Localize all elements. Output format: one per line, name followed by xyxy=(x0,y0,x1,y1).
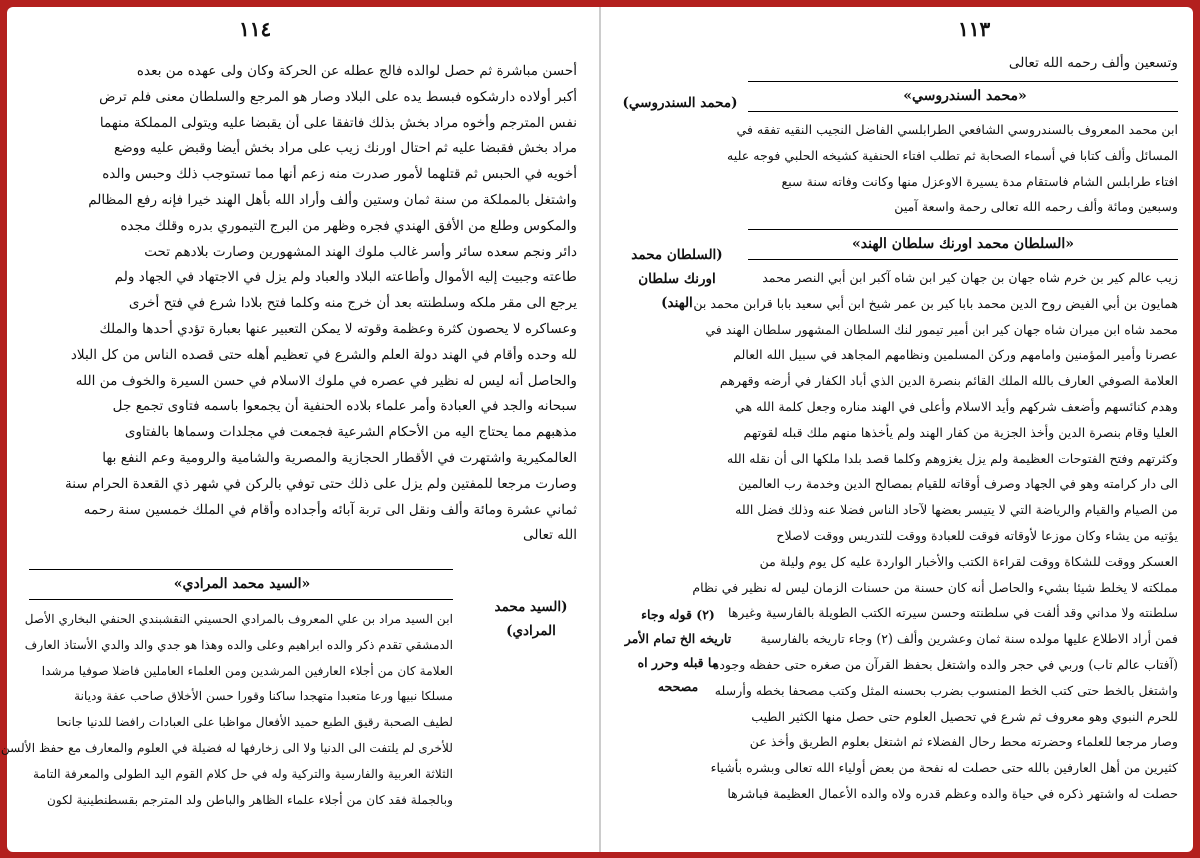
text-line: دائر ونجم سعده سائر وأسر غالب ملوك الهند المشهورين وصارت بلادهم تحت xyxy=(144,243,577,260)
text-line: أكبر أولاده دارشكوه فبسط يده على البلاد وصار هو المرجع والسلطان معنى فلم ترض xyxy=(99,88,577,105)
left-page-bottom-text xyxy=(0,607,453,813)
left-page xyxy=(0,7,600,852)
page-number: ١١٣ xyxy=(958,17,991,41)
text-line: طاعته وجبيت إليه الأموال وأطاعته البلاد والعباد ولم يزل في الاجتهاد في الجهاد ولم xyxy=(114,269,577,286)
text-line: والحاصل أنه ليس له نظير في عصره في ملوك الاسلام في حسن السيرة والخوف من الله xyxy=(75,372,577,389)
text-line: همايون بن أبي الفيض روح الدين محمد بابا كير بن عمر شيخ ابن أبي سعيد بابا قرابن محمد بن xyxy=(693,295,1178,311)
text-line: والمكوس وطلع من الأفق الهندي فجره وظهر من البرج التيموري بدره وقلك مجده xyxy=(120,217,577,234)
section-heading-muradi: «السيد محمد المرادي» xyxy=(173,576,311,592)
text-line: عصرنا وأمير المؤمنين وامامهم وركن المسلمين ونظامهم المجاهد في سبيل الله العالم xyxy=(733,347,1178,363)
text-line: وسبعين ومائة وألف رحمه الله تعالى رحمة واسعة آمين xyxy=(894,199,1178,215)
text-line: سلطنته ولا مداني وقد ألفت في سلطنته وحسن سيرته الكتب الطويلة بالفارسية وغيرها xyxy=(727,605,1178,621)
text-line: ابن السيد مراد بن علي المعروف بالمرادي الحسيني النقشبندي الحنفي البخاري الأصل xyxy=(24,612,453,626)
text-line: يؤتيه من يشاء وكان موزعا لأوقاته فوقت للعبادة ووقت للتدريس ووقت لاصلاح xyxy=(776,527,1178,543)
text-line: العلامة كان من أجلاء العارفين المرشدين ومن العلماء العاملين فاضلا صوفيا مرشدا xyxy=(41,663,453,678)
margin-note-muradi: (السيد محمد المرادي) xyxy=(494,599,568,639)
text-line: المسائل وألف كتابا في أسماء الصحابة ثم تطلب افتاء الحنفية كشيخه الحلبي فوجه عليه xyxy=(727,147,1178,163)
section-rule xyxy=(748,111,1178,112)
text-line: العسكر ووقت للشكاة ووقت لقراءة الكتب والأخبار الواردة عليه كل يوم وليلة من xyxy=(759,553,1178,569)
text-line: (آفتاب عالم تاب) وربي في حجر والده واشتغل بحفظ القرآن من صغره حتى حفظه وجوده xyxy=(712,656,1178,672)
section-heading-sandarusi: «محمد السندروسي» xyxy=(903,88,1027,104)
text-line: فمن أراد الاطلاع عليها مولده سنة ثمان وعشرين وألف (٢) وجاء تاريخه بالفارسية xyxy=(760,631,1178,647)
text-line: افتاء طرابلس الشام فاستقام مدة يسيرة الاوعزل منها وكانت وفاته سنة سبع xyxy=(781,173,1178,189)
section-rule xyxy=(748,229,1178,230)
text-line: واشتغل بالخط حتى كتب الخط المنسوب بضرب بحسنه المثل وكتب مصحفا بخطه وأرسله xyxy=(714,682,1178,698)
text-line: نفس المترجم وأخوه مراد بخش بذلك فاتفقا على أن يقبضا عليه ويتولى المملكة منهما xyxy=(99,114,577,131)
text-line: الثلاثة العربية والفارسية والتركية وله في حل كلام القوم اليد الطولى والمعرفة التامة xyxy=(33,766,453,781)
text-line: سبحانه والجد في العبادة وأمر علماء بلاده الحنفية أن يجمعوا باسمه فتاوى تجمع جل xyxy=(112,398,577,415)
text-line: الى دار كرامته وهو في الجهاد وصرف أوقاته للقيام بمصالح الدين وخدمة رب العالمين xyxy=(738,476,1178,492)
text-line: حصلت له واشتهر ذكره في حياة والده وعظم قدره ولاه والده الأعمال العظيمة فباشرها xyxy=(727,785,1178,801)
text-line: العالمكيرية واشتهرت في الأقطار الحجازية والمصرية والشامية والرومية وعم النفع بها xyxy=(102,449,577,466)
margin-footnote: (٢) قوله وجاء تاريخه الخ تمام الأمر ما قبله وحرر اه مصححه xyxy=(624,607,732,694)
text-line: كثيرين من أهل العارفين بالله حتى حصلت له نفحة من بعض أولياء الله تعالى وبشره بأشياء xyxy=(710,760,1178,776)
text-line: واشتغل بالمملكة من سنة ثمان وستين وألف وأراد الله بأهل الهند خيرا فإنه رفع المظالم xyxy=(88,191,577,208)
text-line: مملكته لا يخلط شيئا بشيء والحاصل أنه كان حسنة من حسنات الزمان ليس له نظير في نظام xyxy=(692,579,1178,595)
text-line: وتسعين وألف رحمه الله تعالى xyxy=(1008,55,1178,71)
left-page-top-text xyxy=(29,59,577,549)
text-line: من الصيام والقيام والرياضة التي لا يتيسر بعضها لآحاد الناس فضلا عنه وذلك فضل الله xyxy=(735,502,1178,518)
text-line: الله تعالى xyxy=(523,527,577,544)
right-page-section2-text xyxy=(692,265,1178,807)
book-spread xyxy=(0,7,1193,852)
margin-note-aurangzeb: (السلطان محمد اورنك سلطان الهند) xyxy=(631,247,723,311)
text-line: العلامة الصوفي العارف بالله الملك القائم بنصرة الدين الذي أباد الكفار في أرضه وقهرهم xyxy=(719,373,1178,389)
text-line: مذهبهم مما يحتاج اليه من الأحكام الشرعية فجمعت في مجلدات وسماها بالفتاوى xyxy=(124,424,577,441)
page-number: ١١٤ xyxy=(239,17,272,41)
right-page-first-line xyxy=(748,51,1178,77)
text-line: لطيف الصحبة رقيق الطبع حميد الأفعال مواظبا على العبادات رافضا للدنيا جانحا xyxy=(56,715,453,730)
text-line: مسلكا نبيها ورعا متعبدا متهجدا ساكنا وقورا حسن الأخلاق صاحب عفة وديانة xyxy=(74,689,453,704)
text-line: وعساكره لا يحصون كثرة وعظمة وقوته لا يمكن التعبير عنها بعبارة تؤدي أحدها والملك xyxy=(99,320,577,337)
text-line: وهدم كنائسهم وأضعف شركهم وأيد الاسلام وأعلى في الهند مناره وجعل كلمة الله هي xyxy=(734,398,1178,414)
text-line: الدمشقي تقدم ذكر والده ابراهيم وعلى والده وهذا هو جدي والد والدي الأستاذ العارف xyxy=(24,637,453,652)
right-page-section1-text xyxy=(727,117,1178,220)
text-line: يرجع الى مقر ملكه وسلطنته بعد أن خرج منه وكلما فتح بلادا شرع في فتح أخرى xyxy=(128,295,577,312)
section-rule xyxy=(29,569,453,570)
text-line: لله وحده وأقام في الهند دولة العلم والشرع في تعظيم أهله حتى قصده الناس من كل البلاد xyxy=(70,346,577,363)
section-rule xyxy=(748,81,1178,82)
text-line: ثماني عشرة ومائة وألف ونقل الى تربة آبائه وأجداده وأقام في الملك خمسين سنة رحمه xyxy=(83,501,577,518)
margin-note-sandarusi: (محمد السندروسي) xyxy=(622,95,738,111)
text-line: العليا وقام بنصرة الدين وأخذ الجزية من كفار الهند ولم يأخذها منهم ملك قبله لقوتهم xyxy=(743,424,1178,440)
text-line: للأخرى لم يلتفت الى الدنيا ولا الى زخارفها له فضيلة في العلوم والمعارف مع حفظ الألسن xyxy=(0,740,453,755)
text-line: مراد بخش فقبضا عليه ثم احتال اورنك زيب على مراد بخش أيضا وقبض عليه ووضع xyxy=(113,140,577,157)
section-rule xyxy=(748,259,1178,260)
right-page xyxy=(600,7,1193,852)
text-line: وكثرتهم وفتح الفتوحات العظيمة ولم يزل يغزوهم وكلما قصد بلدا ملكها الى أن نقله الله xyxy=(726,450,1178,466)
text-line: محمد شاه ابن ميران شاه جهان كير ابن أمير تيمور لنك السلطان المشهور سلطان الهند في xyxy=(705,321,1178,337)
text-line: وصارت مرجعا للمفتين ولم يزل على ذلك حتى توفي بالركن في شهر ذي القعدة الحرام سنة xyxy=(64,475,577,492)
text-line: زيب عالم كير بن خرم شاه جهان بن جهان كير ابن شاه آكبر ابن أبي النصر محمد xyxy=(762,270,1178,285)
text-line: وبالجملة فقد كان من أجلاء علماء الظاهر والباطن ولد المترجم بقسطنطينية لكون xyxy=(46,792,453,807)
text-line: أخويه في الحبس ثم قتلهما لأمور صدرت منه زعم أنها مما تستوجب ذلك وحبس والده xyxy=(102,166,577,183)
text-line: وصار مرجعا للعلماء وحضرته محط رحال الفضلاء ثم اشتغل بعلوم الطريق وأخذ عن xyxy=(749,734,1178,750)
text-line: أحسن مباشرة ثم حصل لوالده فالج عطله عن الحركة وكان ولى عهده من بعده xyxy=(136,63,577,79)
text-line: للحرم النبوي وهو معروف ثم شرع في تحصيل العلوم حتى حصل منها الكثير الطيب xyxy=(751,708,1178,724)
text-line: ابن محمد المعروف بالسندروسي الشافعي الطرابلسي الفاضل النجيب النقيه تفقه في xyxy=(736,122,1178,137)
section-heading-aurangzeb: «السلطان محمد اورنك سلطان الهند» xyxy=(852,236,1074,252)
section-rule xyxy=(29,599,453,600)
